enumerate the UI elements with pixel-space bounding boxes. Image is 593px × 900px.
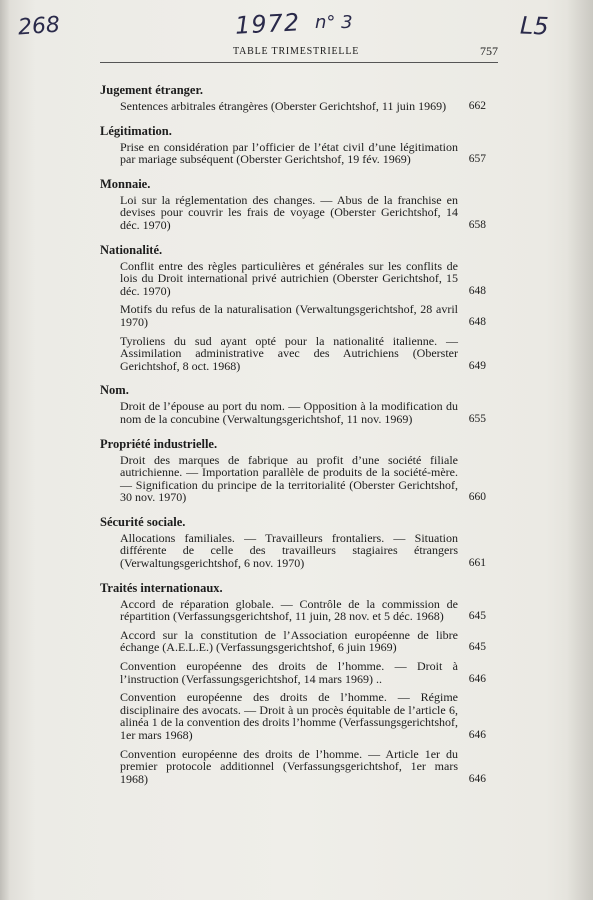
index-entry — [100, 660, 498, 685]
index-entry — [100, 194, 498, 232]
section-heading: Nationalité. — [100, 242, 163, 257]
index-entry — [100, 598, 498, 623]
page-left-shadow — [0, 0, 10, 900]
entry-page-number: 655 — [468, 412, 486, 425]
entry-page-number: 657 — [468, 153, 486, 166]
entry-page-number: 648 — [468, 315, 486, 328]
running-head-title: TABLE TRIMESTRIELLE — [233, 46, 360, 57]
handwritten-issue-number: n° 3 — [315, 12, 353, 33]
entry-page-number: 661 — [468, 557, 486, 570]
entry-text: Droit des marques de fabrique au profit d’une société filiale autrichienne. — Importation parallèle de produits de la société-mère. — Signification du principe de la territorialité (Oberster Gerichtshof, 30 nov. 1970) — [120, 452, 458, 505]
section-heading: Monnaie. — [100, 176, 151, 191]
index-entry — [100, 100, 498, 113]
entry-text: Droit de l’épouse au port du nom. — Opposition à la modification du nom de la concubine (Verwaltungsgerichtshof, 11 nov. 1969) — [120, 399, 458, 426]
index-section — [100, 123, 498, 166]
index-section — [100, 514, 498, 570]
handwritten-number-left: 268 — [17, 12, 61, 41]
entry-page-number: 648 — [468, 284, 486, 297]
section-heading: Propriété industrielle. — [100, 436, 218, 451]
page-right-shadow — [567, 0, 593, 900]
index-entry — [100, 691, 498, 741]
handwritten-code-right: L5 — [519, 11, 550, 41]
entry-page-number: 660 — [468, 491, 486, 504]
entry-page-number: 646 — [468, 772, 486, 785]
entry-text: Allocations familiales. — Travailleurs frontaliers. — Situation différente de celle des travailleurs stagiaires étrangers (Verwaltungsgerichtshof, 6 nov. 1970) — [120, 530, 458, 571]
index-entry — [100, 260, 498, 298]
entry-page-number: 649 — [468, 359, 486, 372]
index-section — [100, 580, 498, 786]
entry-text: Motifs du refus de la naturalisation (Verwaltungsgerichtshof, 28 avril 1970) — [120, 302, 458, 329]
entry-text: Convention européenne des droits de l’homme. — Article 1er du premier protocole additionnel (Verfassungsgerichtshof, 1er mars 1968) — [120, 746, 458, 786]
entry-page-number: 645 — [468, 610, 486, 623]
entry-text: Accord sur la constitution de l’Association européenne de libre échange (A.E.L.E.) (Verfassungsgerichtshof, 6 juin 1969) — [120, 627, 458, 655]
entry-page-number: 658 — [468, 218, 486, 231]
entry-text: Convention européenne des droits de l’homme. — Régime disciplinaire des avocats. — Droit à un procès équitable de l’article 6, alinéa 1 de la convention des droits l’homme (Verfassungsgerichtshof, 1er mars 1968) — [120, 690, 458, 742]
entry-text: Conflit entre des règles particulières et générales sur les conflits de lois du Droit international privé autrichien (Oberster Gerichtshof, 15 déc. 1970) — [120, 258, 458, 298]
entry-page-number: 646 — [468, 729, 486, 741]
section-heading: Jugement étranger. — [100, 83, 203, 97]
entry-page-number: 646 — [468, 672, 486, 685]
index-section — [100, 382, 498, 425]
index-section — [100, 436, 498, 504]
section-heading: Traités internationaux. — [100, 580, 223, 595]
page-number: 757 — [480, 44, 498, 58]
section-heading: Légitimation. — [100, 123, 172, 138]
index-entry — [100, 303, 498, 328]
entry-text: Prise en considération par l’officier de l’état civil d’une légitimation par mariage subséquent (Oberster Gerichtshof, 19 fév. 1969) — [120, 139, 458, 167]
index-section — [100, 82, 498, 113]
entry-page-number: 662 — [468, 100, 486, 112]
index-section — [100, 242, 498, 373]
index-entry — [100, 454, 498, 504]
entry-text: Tyroliens du sud ayant opté pour la nationalité italienne. — Assimilation administrative avec des Autrichiens (Oberster Gerichtshof, 8 oct. 1968) — [120, 333, 458, 373]
index-entry — [100, 748, 498, 786]
entry-text: Convention européenne des droits de l’homme. — Droit à l’instruction (Verfassungsgerichtshof, 14 mars 1969) .. — [120, 659, 458, 686]
entry-page-number: 645 — [468, 641, 486, 654]
index-entry — [100, 629, 498, 654]
index-content — [100, 82, 498, 795]
index-section — [100, 176, 498, 232]
section-heading: Sécurité sociale. — [100, 514, 186, 529]
entry-text: Accord de réparation globale. — Contrôle de la commission de répartition (Verfassungsgerichtshof, 11 juin, 28 nov. et 5 déc. 1968) — [120, 596, 458, 624]
index-entry — [100, 532, 498, 570]
index-entry — [100, 335, 498, 373]
section-heading: Nom. — [100, 383, 129, 398]
index-entry — [100, 400, 498, 425]
entry-text: Sentences arbitrales étrangères (Oberster Gerichtshof, 11 juin 1969) — [120, 99, 447, 113]
index-entry — [100, 141, 498, 166]
header-rule — [100, 62, 498, 63]
handwritten-year: 1972 — [234, 8, 301, 40]
entry-text: Loi sur la réglementation des changes. — Abus de la franchise en devises pour couvrir les frais de voyage (Oberster Gerichtshof, 14 déc. 1970) — [120, 192, 458, 232]
